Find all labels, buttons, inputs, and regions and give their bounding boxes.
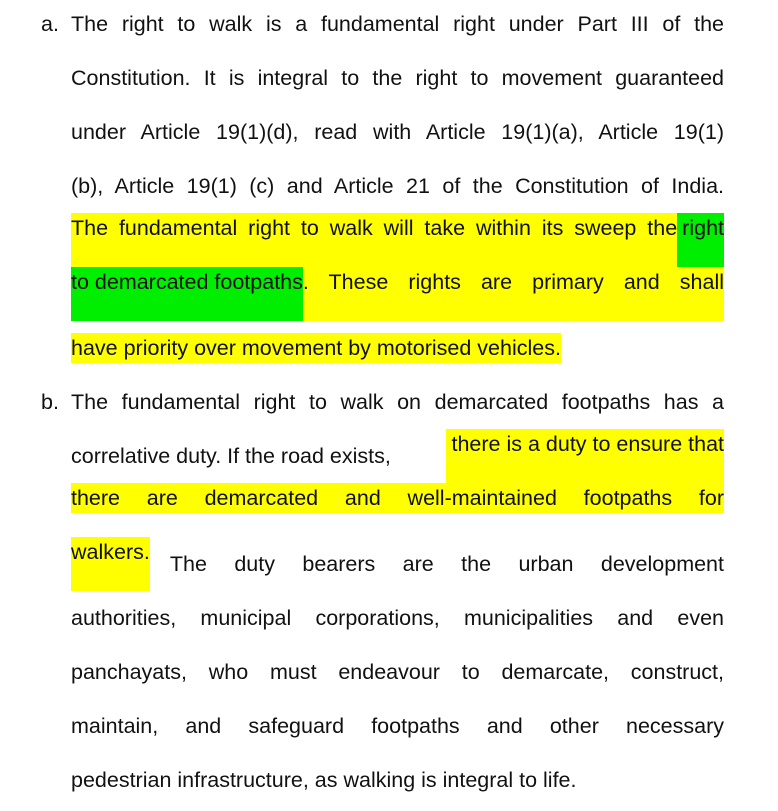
- item-a-line-6: [71, 267, 724, 321]
- item-b-line-2: [71, 429, 724, 483]
- highlight-green: right: [677, 213, 724, 267]
- item-a-line-4: (b), Article 19(1) (c) and Article 21 of the Constitution of India.: [71, 174, 724, 198]
- item-b-line-8: pedestrian infrastructure, as walking is integral to life.: [71, 768, 577, 792]
- item-a-line-5: [71, 213, 724, 267]
- item-a-line-1: The right to walk is a fundamental right under Part III of the: [71, 12, 724, 36]
- list-marker-b: b.: [41, 390, 59, 414]
- item-b-line-3: [71, 483, 724, 537]
- item-a-line-2: Constitution. It is integral to the right to movement guaranteed: [71, 66, 724, 90]
- highlight-yellow: there is a duty to ensure that: [446, 429, 725, 483]
- highlight-yellow: walkers.: [71, 537, 150, 591]
- item-a-line-3: under Article 19(1)(d), read with Article 19(1)(a), Article 19(1): [71, 120, 724, 144]
- list-marker-a: a.: [41, 12, 59, 36]
- item-b-line-5: authorities, municipal corporations, municipalities and even: [71, 606, 724, 630]
- item-b-line-6: panchayats, who must endeavour to demarcate, construct,: [71, 660, 724, 684]
- highlight-yellow: have priority over movement by motorised vehicles.: [71, 333, 561, 363]
- highlight-yellow: . These rights are primary and shall: [303, 267, 724, 321]
- highlight-yellow: The fundamental right to walk will take within its sweep the: [71, 213, 677, 267]
- item-b-line-7: maintain, and safeguard footpaths and other necessary: [71, 714, 724, 738]
- item-b-line-1: The fundamental right to walk on demarcated footpaths has a: [71, 390, 724, 414]
- item-b-line-2-text: correlative duty. If the road exists,: [71, 444, 391, 468]
- item-a-line-7: [71, 321, 724, 375]
- item-b-line-4-text: The duty bearers are the urban development: [169, 552, 724, 576]
- highlight-green: to demarcated footpaths: [71, 267, 303, 321]
- highlight-yellow: there are demarcated and well-maintained footpaths for: [71, 483, 724, 513]
- item-b-line-4: [71, 537, 724, 591]
